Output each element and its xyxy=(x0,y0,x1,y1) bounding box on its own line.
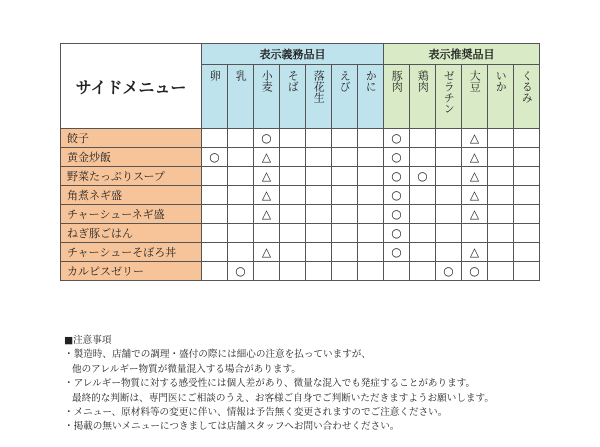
allergen-mark xyxy=(280,205,306,224)
allergen-mark xyxy=(280,129,306,148)
allergen-header xyxy=(462,65,488,129)
allergen-mark xyxy=(410,224,436,243)
allergen-mark xyxy=(436,167,462,186)
allergen-mark xyxy=(488,243,514,262)
note-line: ・メニュー、原材料等の変更に伴い、情報は予告無く変更されますのでご注意ください。 xyxy=(64,407,448,419)
allergen-mark xyxy=(410,205,436,224)
allergen-mark xyxy=(358,224,384,243)
allergen-mark xyxy=(358,186,384,205)
allergen-header xyxy=(488,65,514,129)
menu-name: 角煮ネギ盛 xyxy=(61,186,202,205)
notes-heading: ■注意事項 xyxy=(64,335,112,346)
note-line: 最終的な判断は、専門医にご相談のうえ、お客様ご自身でご判断いただきますようお願いします。 xyxy=(72,392,494,404)
allergen-header xyxy=(280,65,306,129)
allergen-header xyxy=(332,65,358,129)
allergen-mark xyxy=(462,224,488,243)
allergen-mark xyxy=(358,148,384,167)
allergen-mark xyxy=(202,205,228,224)
allergen-mark xyxy=(332,129,358,148)
table-title: サイドメニュー xyxy=(61,44,202,129)
allergen-mark xyxy=(306,243,332,262)
allergen-mark: △ xyxy=(254,243,280,262)
allergen-mark xyxy=(488,167,514,186)
group-header-row xyxy=(61,44,540,65)
allergen-mark xyxy=(436,129,462,148)
allergen-mark xyxy=(280,224,306,243)
allergen-mark xyxy=(228,186,254,205)
allergen-mark xyxy=(254,224,280,243)
allergen-mark xyxy=(228,167,254,186)
allergen-mark: ○ xyxy=(384,224,410,243)
table-row xyxy=(61,148,540,167)
allergen-mark: ○ xyxy=(228,262,254,281)
table-row xyxy=(61,167,540,186)
allergen-header xyxy=(202,65,228,129)
allergen-mark: ○ xyxy=(384,186,410,205)
allergen-mark: ○ xyxy=(384,167,410,186)
allergen-mark xyxy=(436,205,462,224)
allergen-mark xyxy=(228,148,254,167)
note-line: 他のアレルギー物質が微量混入する場合があります。 xyxy=(72,363,301,375)
allergen-mark xyxy=(332,205,358,224)
allergen-label: 豚肉 xyxy=(390,70,404,92)
allergen-mark xyxy=(332,186,358,205)
allergen-mark xyxy=(332,243,358,262)
allergen-mark xyxy=(202,262,228,281)
allergen-mark: △ xyxy=(254,205,280,224)
allergen-mark: ○ xyxy=(384,129,410,148)
allergen-mark xyxy=(410,148,436,167)
allergen-header xyxy=(384,65,410,129)
menu-name: チャーシューネギ盛 xyxy=(61,205,202,224)
allergen-mark xyxy=(202,186,228,205)
allergen-label: 卵 xyxy=(208,70,222,81)
menu-name: チャーシューそぼろ丼 xyxy=(61,243,202,262)
allergen-label: 小麦 xyxy=(260,70,274,92)
allergen-mark: △ xyxy=(254,148,280,167)
allergen-mark xyxy=(410,243,436,262)
note-line: ・製造時、店舗での調理・盛付の際には細心の注意を払っていますが、 xyxy=(64,349,371,361)
allergen-mark: △ xyxy=(254,167,280,186)
allergen-mark xyxy=(358,243,384,262)
allergen-header xyxy=(254,65,280,129)
allergen-mark xyxy=(488,186,514,205)
allergen-table xyxy=(60,43,540,281)
allergen-mark xyxy=(306,186,332,205)
allergen-mark xyxy=(514,205,540,224)
note-line: ・アレルギー物質に対する感受性には個人差があり、微量な混入でも発症することがあります。 xyxy=(64,378,476,390)
allergen-mark xyxy=(436,186,462,205)
allergen-mark xyxy=(436,243,462,262)
allergen-mark xyxy=(514,186,540,205)
allergen-mark xyxy=(488,262,514,281)
allergen-mark xyxy=(384,262,410,281)
allergen-mark xyxy=(306,224,332,243)
allergen-mark xyxy=(488,129,514,148)
allergen-mark xyxy=(410,262,436,281)
allergen-mark: △ xyxy=(462,148,488,167)
allergen-mark xyxy=(280,262,306,281)
allergen-mark: ○ xyxy=(384,148,410,167)
allergen-mark xyxy=(514,167,540,186)
allergen-header xyxy=(228,65,254,129)
menu-name: ねぎ豚ごはん xyxy=(61,224,202,243)
allergen-label: 鶏肉 xyxy=(416,70,430,92)
table-row xyxy=(61,186,540,205)
allergen-mark xyxy=(280,167,306,186)
allergen-mark: △ xyxy=(462,186,488,205)
notes-section xyxy=(64,334,494,435)
allergen-mark xyxy=(228,129,254,148)
allergen-mark xyxy=(202,129,228,148)
allergen-header xyxy=(358,65,384,129)
allergen-header xyxy=(306,65,332,129)
table-row xyxy=(61,205,540,224)
allergen-mark: △ xyxy=(462,167,488,186)
allergen-mark xyxy=(228,243,254,262)
allergen-mark xyxy=(228,224,254,243)
allergen-mark xyxy=(228,205,254,224)
allergen-mark: △ xyxy=(254,186,280,205)
allergen-mark xyxy=(358,205,384,224)
allergen-label: いか xyxy=(494,70,508,92)
allergen-mark: ○ xyxy=(410,167,436,186)
required-group-header: 表示義務品目 xyxy=(202,44,384,65)
allergen-label: 落花生 xyxy=(312,70,326,103)
allergen-mark xyxy=(514,243,540,262)
allergen-mark: ○ xyxy=(384,205,410,224)
allergen-mark xyxy=(488,205,514,224)
allergen-mark xyxy=(202,167,228,186)
allergen-label: 乳 xyxy=(234,70,248,81)
allergen-mark xyxy=(488,224,514,243)
allergen-mark: △ xyxy=(462,205,488,224)
allergen-mark xyxy=(306,129,332,148)
allergen-label: くるみ xyxy=(520,70,534,103)
allergen-label: そば xyxy=(286,70,300,92)
note-line: ・掲載の無いメニューにつきましては店舗スタッフへお問い合わせください。 xyxy=(64,421,400,433)
allergen-mark xyxy=(202,224,228,243)
allergen-label: ゼラチン xyxy=(442,70,456,114)
allergen-mark xyxy=(514,148,540,167)
allergen-mark xyxy=(358,129,384,148)
allergen-mark xyxy=(436,148,462,167)
allergen-header xyxy=(410,65,436,129)
table-row xyxy=(61,224,540,243)
allergen-header xyxy=(436,65,462,129)
allergen-mark xyxy=(332,262,358,281)
allergen-mark xyxy=(280,148,306,167)
allergen-header xyxy=(514,65,540,129)
allergen-mark xyxy=(306,148,332,167)
allergen-mark: ○ xyxy=(462,262,488,281)
allergen-mark: △ xyxy=(462,129,488,148)
allergen-mark: ○ xyxy=(202,148,228,167)
allergen-mark xyxy=(410,129,436,148)
allergen-mark xyxy=(280,186,306,205)
allergen-label: えび xyxy=(338,70,352,92)
allergen-mark: △ xyxy=(462,243,488,262)
allergen-mark xyxy=(514,129,540,148)
allergen-label: かに xyxy=(364,70,378,92)
allergen-mark xyxy=(410,186,436,205)
allergen-mark xyxy=(306,167,332,186)
allergen-mark xyxy=(306,262,332,281)
allergen-mark xyxy=(280,243,306,262)
allergen-mark xyxy=(202,243,228,262)
allergen-mark xyxy=(514,224,540,243)
allergen-mark xyxy=(358,262,384,281)
allergen-mark: ○ xyxy=(254,129,280,148)
allergen-mark: ○ xyxy=(384,243,410,262)
menu-name: 野菜たっぷりスープ xyxy=(61,167,202,186)
table-row xyxy=(61,262,540,281)
allergen-mark xyxy=(488,148,514,167)
menu-name: 黄金炒飯 xyxy=(61,148,202,167)
allergen-mark xyxy=(254,262,280,281)
allergen-mark xyxy=(332,224,358,243)
menu-name: 餃子 xyxy=(61,129,202,148)
recommended-group-header: 表示推奨品目 xyxy=(384,44,540,65)
allergen-mark xyxy=(332,148,358,167)
allergen-mark xyxy=(514,262,540,281)
allergen-mark xyxy=(358,167,384,186)
allergen-label: 大豆 xyxy=(468,70,482,92)
allergen-mark xyxy=(436,224,462,243)
table-row xyxy=(61,243,540,262)
allergen-mark: ○ xyxy=(436,262,462,281)
allergen-mark xyxy=(332,167,358,186)
allergen-mark xyxy=(306,205,332,224)
table-row xyxy=(61,129,540,148)
menu-name: カルピスゼリー xyxy=(61,262,202,281)
